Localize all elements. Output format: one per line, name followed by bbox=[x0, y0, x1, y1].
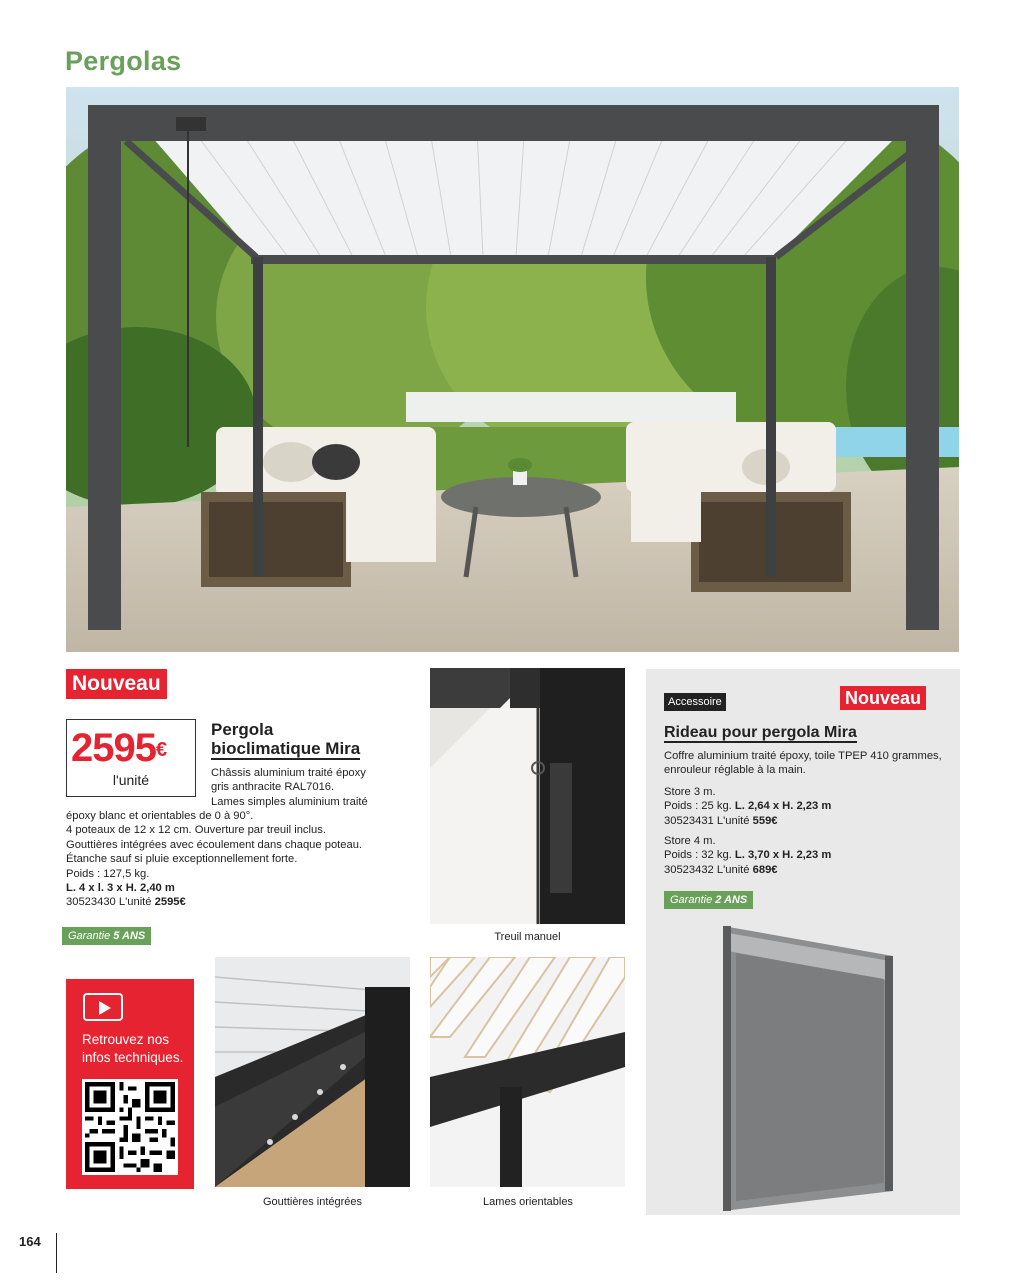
guarantee-badge: Garantie 5 ANS bbox=[62, 927, 151, 945]
page-number: 164 bbox=[19, 1234, 41, 1249]
product-ref-line: 30523430 L'unité 2595€ bbox=[66, 896, 186, 909]
lames-caption: Lames orientables bbox=[483, 1196, 573, 1208]
accessory-item: Store 3 m. Poids : 25 kg. L. 2,64 x H. 2,23 m 30523431 L'unité 559€ bbox=[664, 785, 832, 827]
accessory-nouveau-badge: Nouveau bbox=[840, 686, 926, 710]
qr-text: Retrouvez nos infos techniques. bbox=[82, 1032, 184, 1065]
lames-photo bbox=[430, 957, 625, 1187]
product-title: Pergola bioclimatique Mira bbox=[211, 720, 361, 758]
accessory-panel bbox=[646, 669, 960, 1215]
price-unit: l'unité bbox=[112, 772, 150, 788]
accessory-tag: Accessoire bbox=[664, 693, 726, 711]
qr-info-card[interactable] bbox=[66, 979, 194, 1189]
price-amount: 2595€ bbox=[71, 726, 167, 770]
treuil-caption: Treuil manuel bbox=[494, 931, 561, 943]
accessory-title: Rideau pour pergola Mira bbox=[664, 724, 857, 741]
hero-pergola-photo bbox=[66, 87, 959, 652]
gouttieres-caption: Gouttières intégrées bbox=[262, 1196, 363, 1208]
section-title: Pergolas bbox=[65, 46, 182, 76]
qr-code-icon[interactable] bbox=[82, 1079, 178, 1175]
page-rule bbox=[56, 1233, 57, 1273]
accessory-guarantee-badge: Garantie 2 ANS bbox=[664, 891, 753, 909]
nouveau-badge: Nouveau bbox=[66, 669, 167, 699]
accessory-item: Store 4 m. Poids : 32 kg. L. 3,70 x H. 2,23 m 30523432 L'unité 689€ bbox=[664, 835, 832, 876]
rideau-photo bbox=[718, 921, 903, 1211]
play-icon bbox=[83, 993, 123, 1021]
product-description-right: Châssis aluminium traité époxy gris anthracite RAL7016. Lames simples aluminium traité bbox=[211, 767, 368, 808]
price-currency: € bbox=[155, 739, 167, 761]
product-dimensions: L. 4 x l. 3 x H. 2,40 m bbox=[66, 882, 175, 895]
accessory-description: Coffre aluminium traité époxy, toile TPEP 410 grammes, enrouleur réglable à la main. Store 3 m. Poids : 25 kg. L. 2,64 x H. 2,23 m 30523431 L'unité 559€ Store 4 m. Poids : 32 kg. L. 3,70 x H. 2,23 m 30523432 L'unité 689€ bbox=[664, 749, 949, 877]
price-box bbox=[66, 719, 196, 797]
gouttieres-photo bbox=[215, 957, 410, 1187]
product-description: époxy blanc et orientables de 0 à 90°. 4 poteaux de 12 x 12 cm. Ouverture par treuil inclus. Gouttières intégrées avec écoulement dans chaque poteau. Étanche sauf si pluie exceptionnellement forte. Poids : 127,5 kg. L. 4 x l. 3 x H. 2,40 m 30523430 L'unité 2595€ bbox=[66, 809, 416, 910]
treuil-photo bbox=[430, 668, 625, 924]
